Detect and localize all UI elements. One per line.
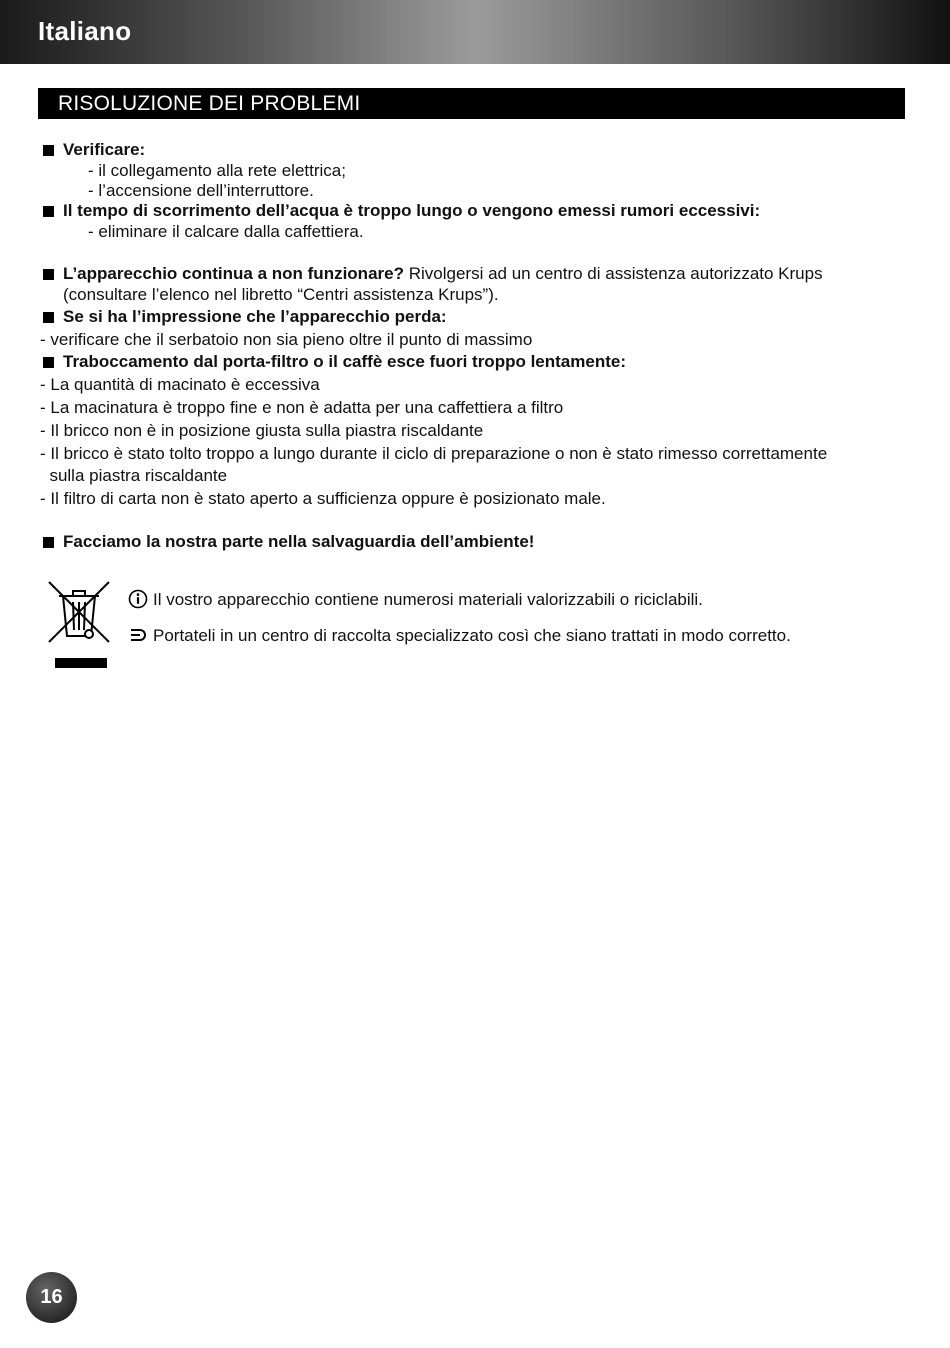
list-item: - l’accensione dell’interruttore.	[88, 181, 314, 200]
list-item: - eliminare il calcare dalla caffettiera.	[88, 222, 364, 241]
bullet-square-icon	[43, 537, 54, 548]
list-item: - Il bricco non è in posizione giusta sulla piastra riscaldante	[40, 421, 484, 440]
section-title-bar	[38, 88, 905, 119]
bullet-square-icon	[43, 312, 54, 323]
list-item: sulla piastra riscaldante	[40, 466, 228, 485]
arrow-icon	[128, 625, 148, 645]
environment-arrow-text: Portateli in un centro di raccolta specializzato così che siano trattati in modo corretto.	[153, 626, 791, 645]
info-icon	[128, 589, 148, 609]
list-item: - il collegamento alla rete elettrica;	[88, 161, 346, 180]
section-title: RISOLUZIONE DEI PROBLEMI	[58, 92, 361, 115]
environment-info-text: Il vostro apparecchio contiene numerosi materiali valorizzabili o riciclabili.	[153, 590, 703, 609]
item-heading-apparecchio: L’apparecchio continua a non funzionare?	[63, 264, 404, 283]
item-heading-traboccamento: Traboccamento dal porta-filtro o il caffè esce fuori troppo lentamente:	[63, 352, 626, 371]
list-item: - La quantità di macinato è eccessiva	[40, 375, 320, 394]
item-heading-verificare: Verificare:	[63, 140, 146, 159]
page-header	[0, 0, 950, 64]
bullet-square-icon	[43, 357, 54, 368]
list-item: - La macinatura è troppo fine e non è adatta per una caffettiera a filtro	[40, 398, 564, 417]
bullet-square-icon	[43, 269, 54, 280]
header-title: Italiano	[38, 16, 132, 46]
item-heading-tempo: Il tempo di scorrimento dell’acqua è troppo lungo o vengono emessi rumori eccessivi:	[63, 201, 761, 220]
list-item: - Il filtro di carta non è stato aperto a sufficienza oppure è posizionato male.	[40, 489, 606, 508]
item-apparecchio-line2: (consultare l’elenco nel libretto “Centri assistenza Krups”).	[63, 285, 499, 304]
page-number: 16	[40, 1286, 63, 1308]
item-apparecchio-text: Rivolgersi ad un centro di assistenza autorizzato Krups	[403, 264, 823, 283]
list-item: - Il bricco è stato tolto troppo a lungo durante il ciclo di preparazione o non è stato rimesso correttamente	[40, 444, 828, 463]
bullet-square-icon	[43, 206, 54, 217]
page-number-badge	[26, 1272, 77, 1323]
bullet-square-icon	[43, 145, 54, 156]
weee-crossed-bin-icon	[45, 578, 113, 670]
list-item: - verificare che il serbatoio non sia pieno oltre il punto di massimo	[40, 330, 533, 349]
item-heading-perda: Se si ha l’impressione che l’apparecchio perda:	[63, 307, 447, 326]
item-apparecchio	[63, 263, 823, 284]
item-heading-ambiente: Facciamo la nostra parte nella salvaguardia dell’ambiente!	[63, 532, 535, 551]
